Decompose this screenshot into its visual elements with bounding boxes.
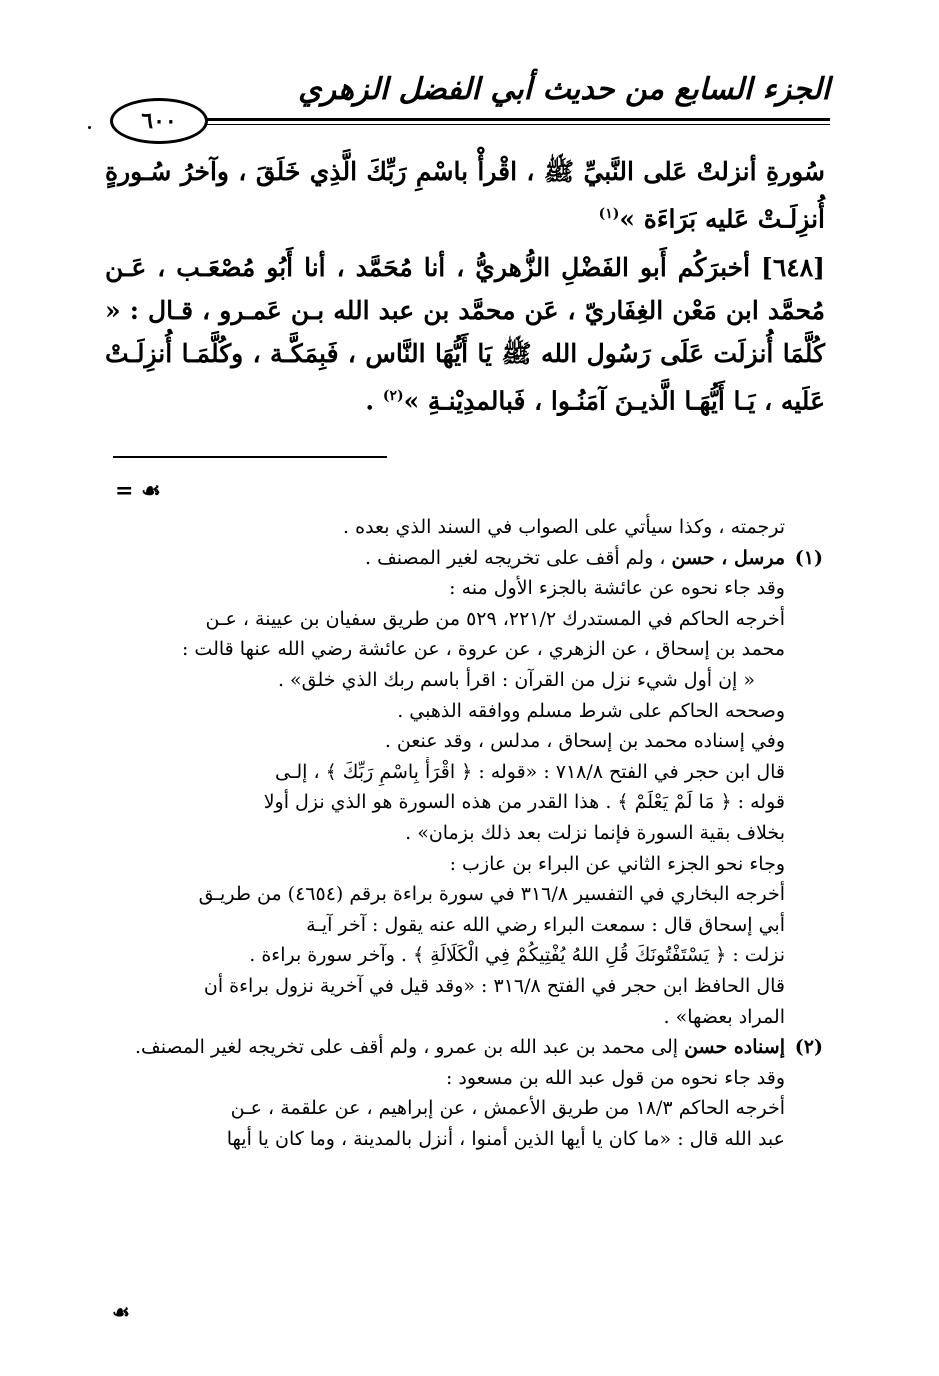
footnote-text: ترجمته ، وكذا سيأتي على الصواب في السند الذي بعده . (343, 516, 785, 538)
footnote-line (105, 849, 823, 880)
footnote-text: أخرجه الحاكم في المستدرك ٢٢١/٢، ٥٢٩ من طريق سفيان بن عيينة ، عـن (205, 607, 785, 630)
footnote-text: وقد جاء نحوه من قول عبد الله بن مسعود : (445, 1066, 785, 1089)
footnote-text: ، ولم أقف على تخريجه لغير المصنف . (365, 546, 672, 569)
footnote-text: قال ابن حجر في الفتح ٧١٨/٨ : «قوله : ﴿ اقْرَأْ بِاسْمِ رَبِّكَ ﴾ ، إلـى (274, 760, 785, 783)
footnote-text: وقد جاء نحوه عن عائشة بالجزء الأول منه : (449, 577, 785, 600)
page-header (110, 70, 830, 140)
footnote-text: وجاء نحو الجزء الثاني عن البراء بن عازب : (449, 852, 785, 875)
main-paragraph-1 (105, 150, 825, 240)
page-number-oval (110, 98, 208, 144)
footnote-text: أخرجه الحاكم ١٨/٣ من طريق الأعمش ، عن إبراهيم ، عن علقمة ، عـن (230, 1097, 785, 1120)
footnote-line (105, 634, 823, 665)
paragraph-2-text: أخبرَكُم أَبو الفَضْلِ الزُّهريُّ ، أنا مُحَمَّد ، أنا أَبُو مُصْعَـب ، عَـن مُحمَّد ابن مَعْن الغِفَاريّ ، عَن محمَّد بن عبد الله بـن عَمـرو ، قـال : « كُلَّمَا أُنزلَت عَلَى رَسُول الله ﷺ يَا أَيُّهَا النَّاس ، فَبِمَكَّـة ، وكُلَّمَـا أُنزِلَـتْ عَلَيه ، يَـا أَيُّهَـا الَّذيـنَ آمَنُـوا ، فَبالمدِيْنـةِ » (105, 253, 825, 416)
footnote-text: محمد بن إسحاق ، عن الزهري ، عن عروة ، عن عائشة رضي الله عنها قالت : (181, 638, 785, 661)
footnote-text: إلى محمد بن عبد الله بن عمرو ، ولم أقف على تخريجه لغير المصنف. (134, 1036, 685, 1059)
footnote-line (105, 910, 823, 941)
margin-dot (88, 126, 91, 129)
footnote-text: وصححه الحاكم على شرط مسلم ووافقه الذهبي . (397, 699, 785, 722)
footnote-grade: مرسل ، حسن (671, 546, 785, 569)
hadith-number: [٦٤٨] (761, 253, 825, 283)
footnote-line (105, 1002, 823, 1033)
footnote-grade: إسناده حسن (684, 1036, 785, 1059)
footnote-line (105, 879, 823, 910)
footnote-text: قال الحافظ ابن حجر في الفتح ٣١٦/٨ : «وقد قيل في آخرية نزول براءة أن (203, 974, 785, 997)
paragraph-1-text: سُورةِ أنزلتْ عَلى النَّبيِّ ﷺ ، اقْرأْ باسْمِ رَبِّكَ الَّذِي خَلَقَ ، وآخرُ سُـورةٍ أُنزِلَـتْ عَليه بَرَاءَة » (105, 157, 825, 234)
footnote-line (105, 573, 823, 604)
footnote-line (105, 1032, 823, 1063)
footnotes (105, 512, 823, 1154)
footnote-line (105, 665, 823, 696)
footnote-separator (113, 456, 387, 458)
continuation-mark: = ☙ (115, 478, 161, 504)
page-number: ٦٠٠ (141, 108, 177, 134)
footnote-line (105, 604, 823, 635)
footnote-line (105, 971, 823, 1002)
main-paragraph-2 (105, 246, 825, 422)
paragraph-2-end: . (365, 386, 383, 416)
footnote-label: (١) (794, 546, 823, 569)
footnote-line (105, 818, 823, 849)
footnote-text: عبد الله قال : «ما كان يا أيها الذين أمنوا ، أنزل بالمدينة ، وما كان يا أيها (226, 1127, 785, 1150)
footnote-line (105, 543, 823, 574)
footnote-line (105, 1063, 823, 1094)
page-end-mark: ☙ (112, 1300, 130, 1324)
footnote-text: قوله : ﴿ مَا لَمْ يَعْلَمْ ﴾ . هذا القدر من هذه السورة هو الذي نزل أولا (263, 791, 785, 814)
footnote-line (105, 787, 823, 818)
footnote-line (105, 757, 823, 788)
header-rule-thin (200, 124, 830, 125)
footnote-ref-2: (٢) (382, 388, 404, 405)
footnote-text: « إن أول شيء نزل من القرآن : اقرأ باسم ربك الذي خلق» . (277, 668, 755, 691)
footnote-line (105, 1093, 823, 1124)
footnote-text: المراد بعضها» . (663, 1005, 785, 1028)
footnote-line (105, 512, 823, 543)
footnote-text: نزلت : ﴿ يَسْتَفْتُونَكَ قُلِ اللهُ يُفْتِيكُمْ فِي الْكَلَالَةِ ﴾ . وآخر سورة براءة . (249, 944, 785, 967)
running-title: الجزء السابع من حديث أبي الفضل الزهري (298, 72, 830, 107)
footnote-label: (٢) (794, 1036, 823, 1059)
footnote-text: أخرجه البخاري في التفسير ٣١٦/٨ في سورة براءة برقم (٤٦٥٤) من طريـق (198, 883, 785, 906)
footnote-line (105, 696, 823, 727)
footnote-ref-1: (١) (598, 206, 620, 222)
footnote-line (105, 940, 823, 971)
header-rule-thick (200, 118, 830, 121)
footnote-text: وفي إسناده محمد بن إسحاق ، مدلس ، وقد عنعن . (384, 730, 785, 753)
main-text (105, 150, 825, 423)
footnote-text: أبي إسحاق قال : سمعت البراء رضي الله عنه يقول : آخر آيـة (306, 913, 785, 936)
footnote-line (105, 1124, 823, 1155)
footnote-text: بخلاف بقية السورة فإنما نزلت بعد ذلك بزمان» . (405, 821, 785, 844)
footnote-line (105, 726, 823, 757)
